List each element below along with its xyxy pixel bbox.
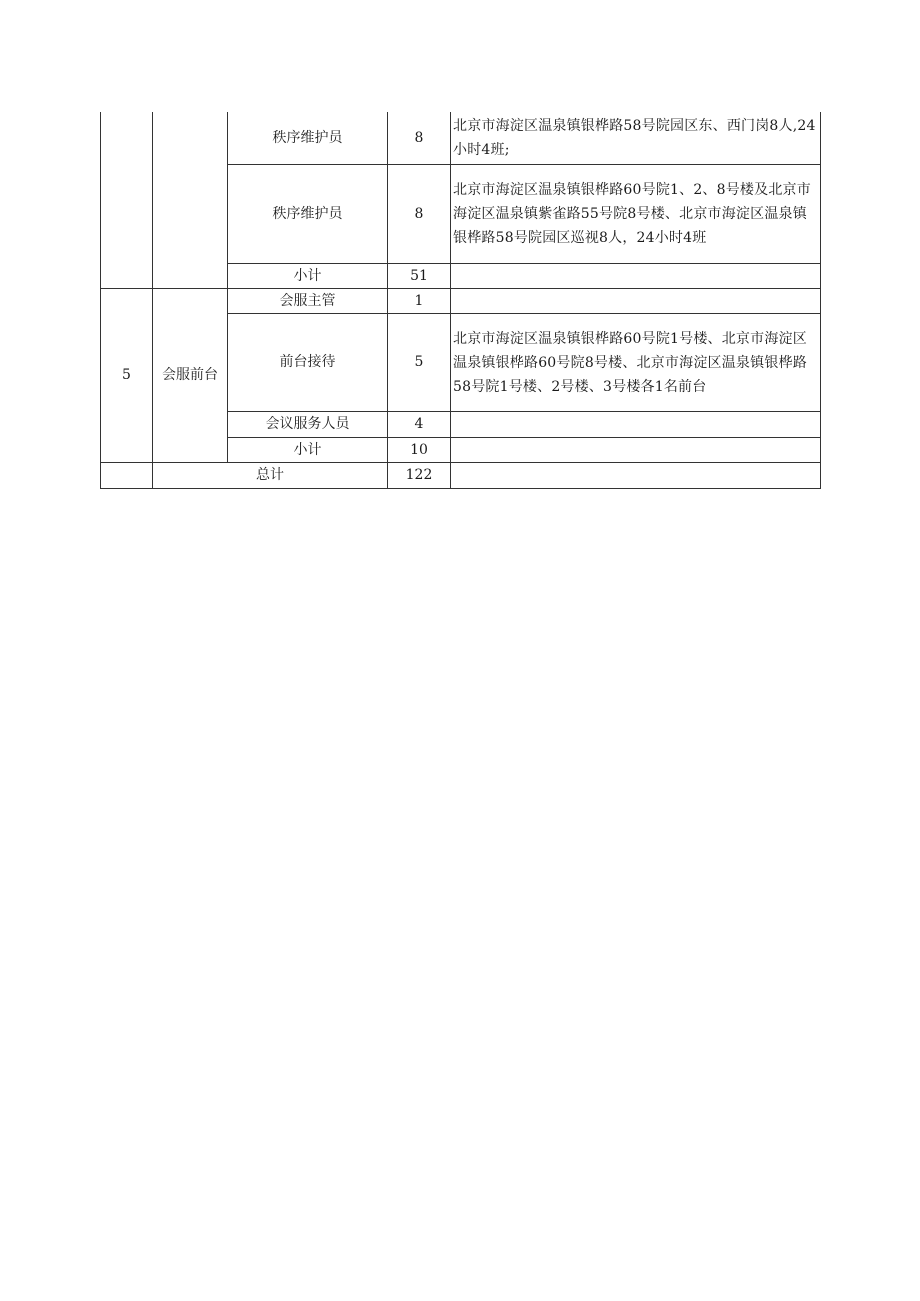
count-cell: 4	[388, 412, 451, 438]
position-cell: 小计	[228, 264, 388, 289]
note-cell: 北京市海淀区温泉镇银桦路60号院1、2、8号楼及北京市海淀区温泉镇紫雀路55号院8号楼、北京市海淀区温泉镇银桦路58号院园区巡视8人，24小时4班	[451, 165, 821, 264]
note-cell: 北京市海淀区温泉镇银桦路60号院1号楼、北京市海淀区温泉镇银桦路60号院8号楼、北京市海淀区温泉镇银桦路58号院1号楼、2号楼、3号楼各1名前台	[451, 314, 821, 412]
position-cell: 会服主管	[228, 289, 388, 314]
note-cell	[451, 412, 821, 438]
position-cell: 秩序维护员	[228, 165, 388, 264]
note-cell: 北京市海淀区温泉镇银桦路58号院园区东、西门岗8人,24小时4班;	[451, 112, 821, 165]
position-cell: 会议服务人员	[228, 412, 388, 438]
index-cell: 5	[101, 289, 153, 463]
index-cell	[101, 112, 153, 289]
category-cell	[153, 112, 228, 289]
position-cell: 秩序维护员	[228, 112, 388, 165]
table-row	[101, 112, 821, 165]
position-cell: 小计	[228, 438, 388, 463]
note-cell	[451, 438, 821, 463]
category-cell: 会服前台	[153, 289, 228, 463]
total-label-cell: 总计	[153, 463, 388, 489]
index-cell	[101, 463, 153, 489]
count-cell: 10	[388, 438, 451, 463]
count-cell: 51	[388, 264, 451, 289]
staffing-table	[100, 112, 821, 489]
count-cell: 8	[388, 112, 451, 165]
table-row	[101, 289, 821, 314]
position-cell: 前台接待	[228, 314, 388, 412]
total-row	[101, 463, 821, 489]
note-cell	[451, 264, 821, 289]
count-cell: 1	[388, 289, 451, 314]
note-cell	[451, 463, 821, 489]
note-cell	[451, 289, 821, 314]
count-cell: 8	[388, 165, 451, 264]
count-cell: 5	[388, 314, 451, 412]
count-cell: 122	[388, 463, 451, 489]
